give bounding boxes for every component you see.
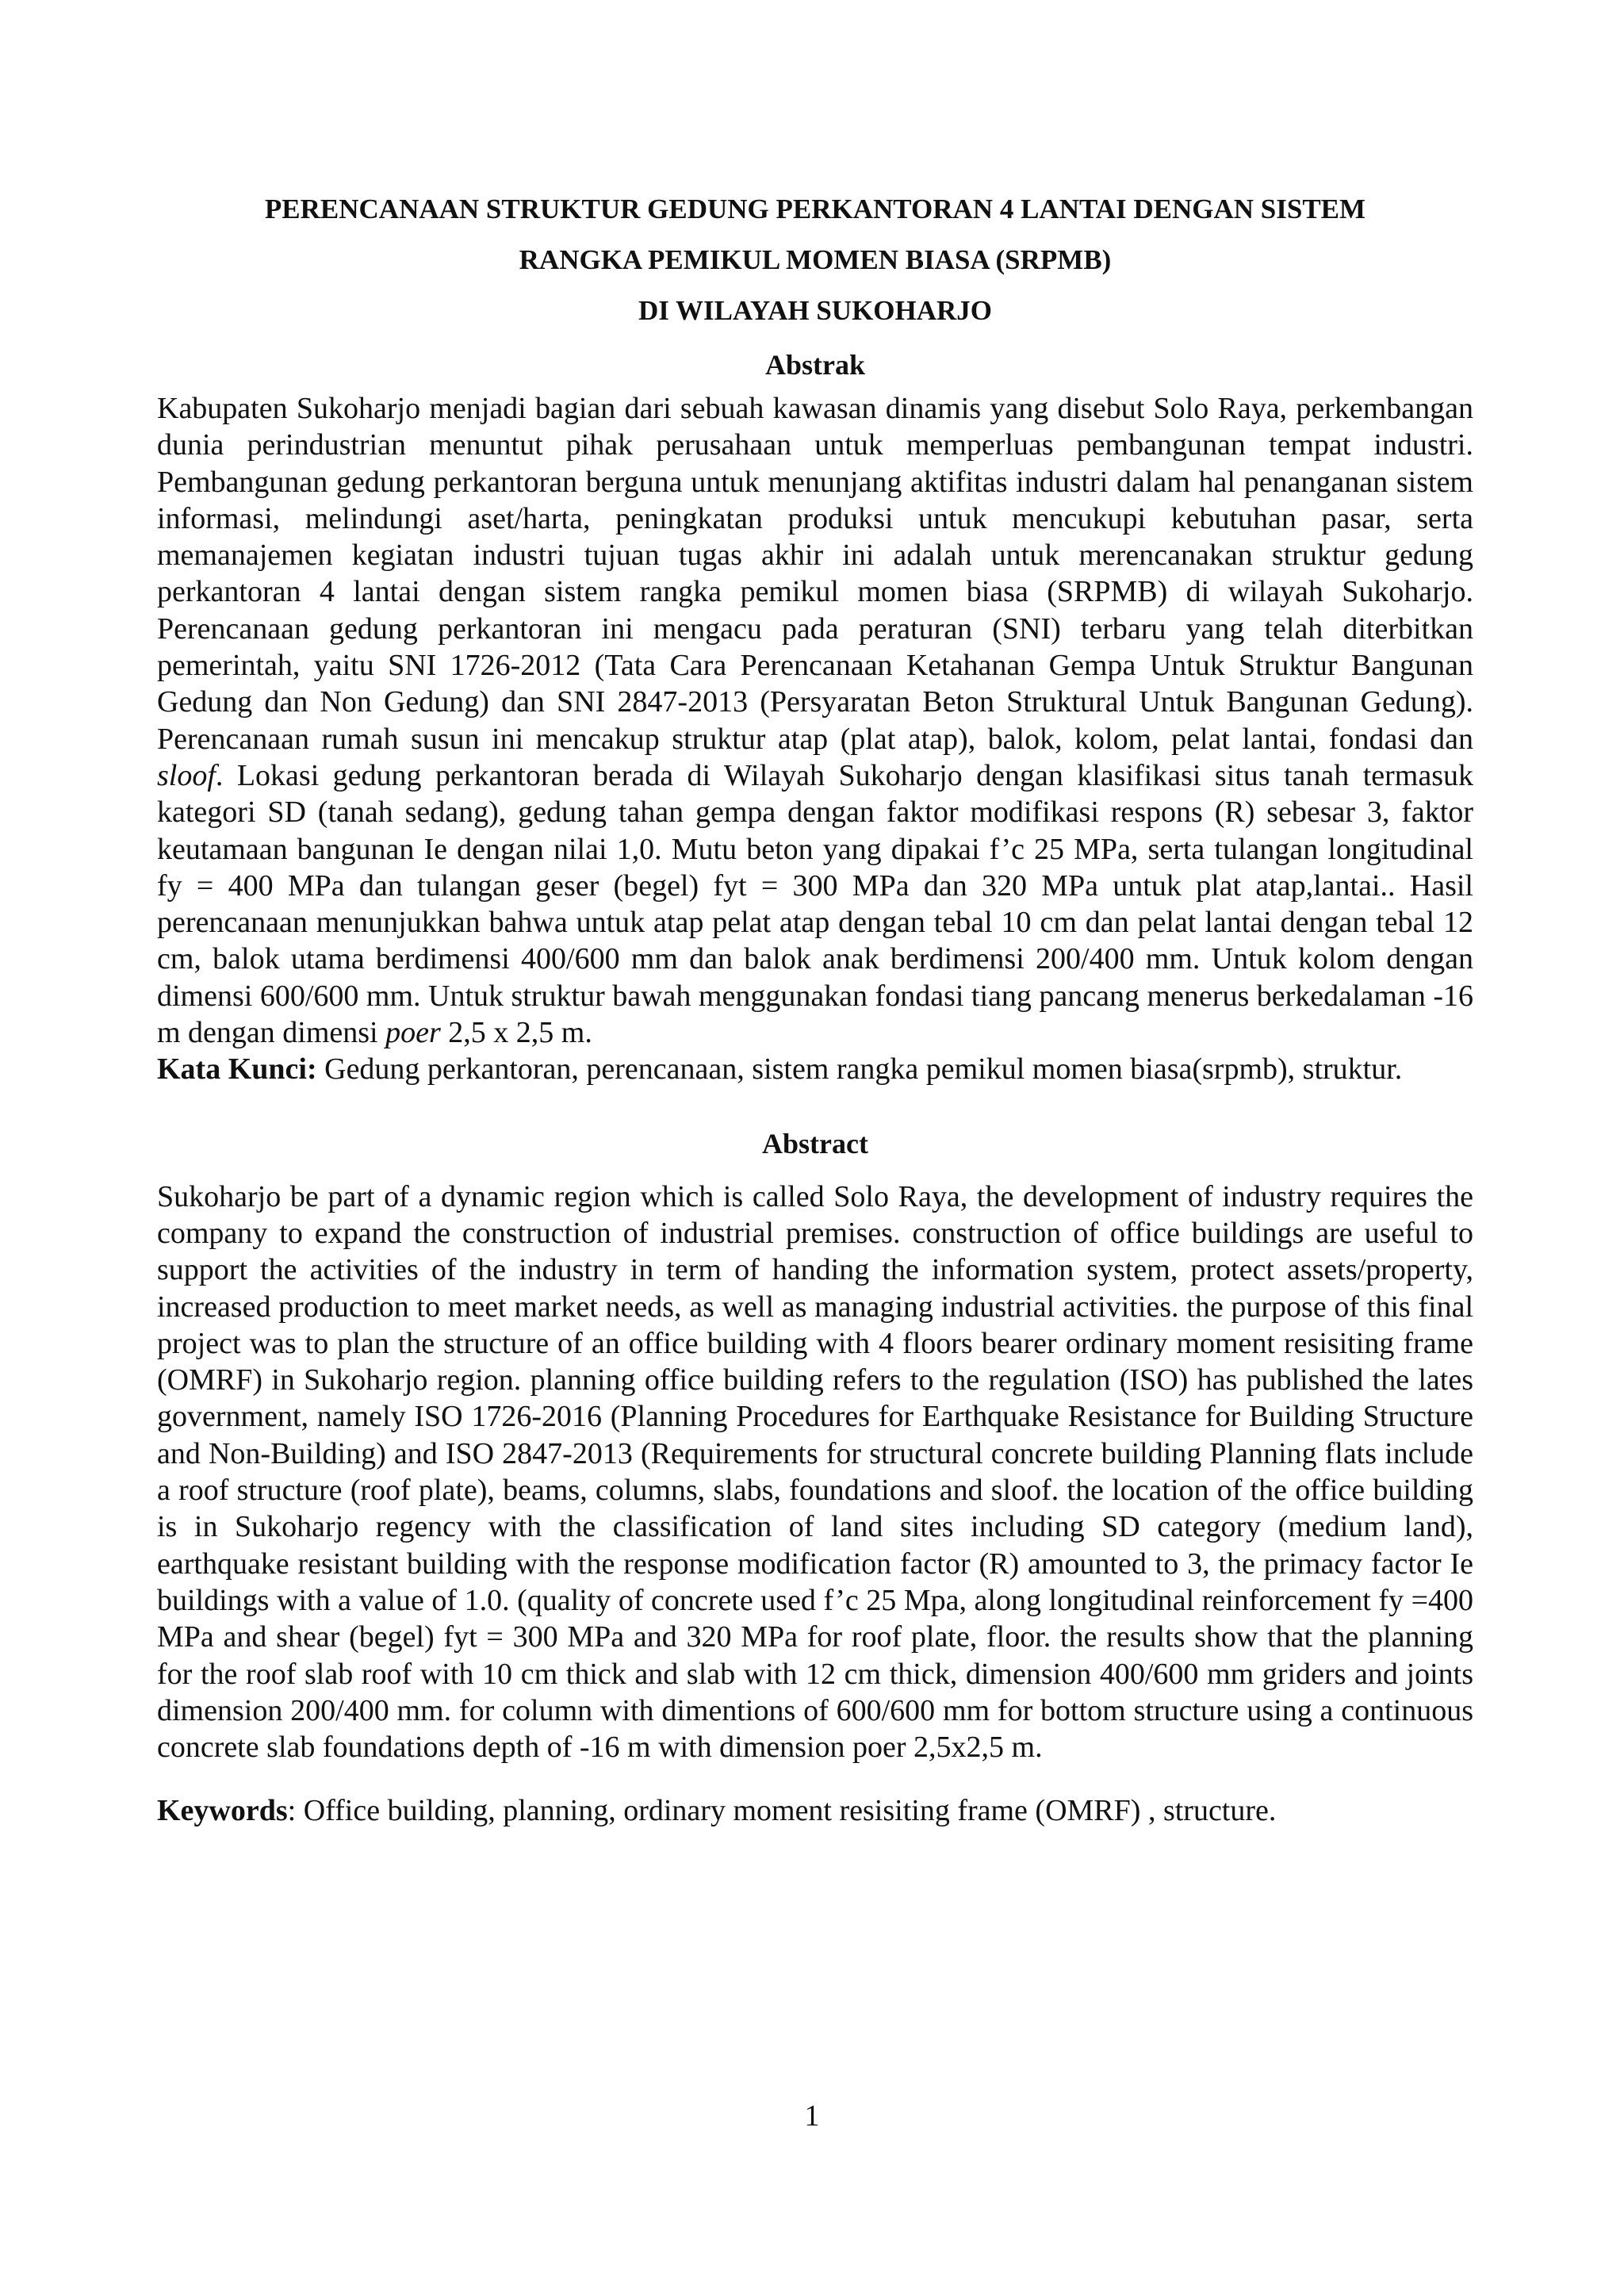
kata-kunci-text: Gedung perkantoran, perencanaan, sistem rangka pemikul momen biasa(srpmb), struktur. bbox=[316, 1052, 1403, 1087]
title-line-1: PERENCANAAN STRUKTUR GEDUNG PERKANTORAN 4 LANTAI DENGAN SISTEM bbox=[264, 194, 1366, 224]
document-page bbox=[157, 184, 1473, 1830]
abstrak-text-part-2: . Lokasi gedung perkantoran berada di Wilayah Sukoharjo dengan klasifikasi situs tanah termasuk kategori SD (tanah sedang), gedung tahan gempa dengan faktor modifikasi respons (R) sebesar 3, faktor keutamaan bangunan Ie dengan nilai 1,0. Mutu beton yang dipakai f’c 25 MPa, serta tulangan longitudinal fy = 400 MPa dan tulangan geser (begel) fyt = 300 MPa dan 320 MPa untuk plat atap,lantai.. Hasil perencanaan menunjukkan bahwa untuk atap pelat atap dengan tebal 10 cm dan pelat lantai dengan tebal 12 cm, balok utama berdimensi 400/600 mm dan balok anak berdimensi 200/400 mm. Untuk kolom dengan dimensi 600/600 mm. Untuk struktur bawah menggunakan fondasi tiang pancang menerus berkedalaman -16 m dengan dimensi bbox=[157, 758, 1473, 1050]
abstrak-poer-term: poer bbox=[385, 1016, 441, 1050]
title-line-3: DI WILAYAH SUKOHARJO bbox=[638, 295, 993, 326]
abstrak-text-part-3: 2,5 x 2,5 m. bbox=[440, 1016, 592, 1050]
keywords-text: : Office building, planning, ordinary moment resisiting frame (OMRF) , structure. bbox=[287, 1794, 1277, 1828]
abstrak-sloof-term: sloof bbox=[157, 758, 216, 792]
kata-kunci-label: Kata Kunci: bbox=[157, 1052, 317, 1087]
abstrak-heading: Abstrak bbox=[764, 349, 866, 381]
page-number: 1 bbox=[804, 2099, 820, 2133]
abstrak-text-part-1: Kabupaten Sukoharjo menjadi bagian dari sebuah kawasan dinamis yang disebut Solo Raya, perkembangan dunia perindustrian menuntut pihak perusahaan untuk memperluas pembangunan tempat industri. Pembangunan gedung perkantoran berguna untuk menunjang aktifitas industri dalam hal penanganan sistem informasi, melindungi aset/harta, peningkatan produksi untuk mencukupi kebutuhan pasar, serta memanajemen kegiatan industri tujuan tugas akhir ini adalah untuk merencanakan struktur gedung perkantoran 4 lantai dengan sistem rangka pemikul momen biasa (SRPMB) di wilayah Sukoharjo. Perencanaan gedung perkantoran ini mengacu pada peraturan (SNI) terbaru yang telah diterbitkan pemerintah, yaitu SNI 1726-2012 (Tata Cara Perencanaan Ketahanan Gempa Untuk Struktur Bangunan Gedung dan Non Gedung) dan SNI 2847-2013 (Persyaratan Beton Struktural Untuk Bangunan Gedung). Perencanaan rumah susun ini mencakup struktur atap (plat atap), balok, kolom, pelat lantai, fondasi dan bbox=[157, 392, 1473, 756]
keywords-line bbox=[157, 1792, 1473, 1829]
title-line-2: RANGKA PEMIKUL MOMEN BIASA (SRPMB) bbox=[519, 244, 1112, 275]
abstract-heading: Abstract bbox=[762, 1127, 868, 1159]
paper-title bbox=[157, 184, 1473, 336]
abstrak-body bbox=[157, 390, 1473, 1088]
abstract-body: Sukoharjo be part of a dynamic region which is called Solo Raya, the development of industry requires the company to expand the construction of industrial premises. construction of office buildings are useful to support the activities of the industry in term of handing the information system, protect assets/property, increased production to meet market needs, as well as managing industrial activities. the purpose of this final project was to plan the structure of an office building with 4 floors bearer ordinary moment resisiting frame (OMRF) in Sukoharjo region. planning office building refers to the regulation (ISO) has published the lates government, namely ISO 1726-2016 (Planning Procedures for Earthquake Resistance for Building Structure and Non-Building) and ISO 2847-2013 (Requirements for structural concrete building Planning flats include a roof structure (roof plate), beams, columns, slabs, foundations and sloof. the location of the office building is in Sukoharjo regency with the classification of land sites including SD category (medium land), earthquake resistant building with the response modification factor (R) amounted to 3, the primacy factor Ie buildings with a value of 1.0. (quality of concrete used f’c 25 Mpa, along longitudinal reinforcement fy =400 MPa and shear (begel) fyt = 300 MPa and 320 MPa for roof plate, floor. the results show that the planning for the roof slab roof with 10 cm thick and slab with 12 cm thick, dimension 400/600 mm griders and joints dimension 200/400 mm. for column with dimentions of 600/600 mm for bottom structure using a continuous concrete slab foundations depth of -16 m with dimension poer 2,5x2,5 m. bbox=[157, 1179, 1473, 1765]
keywords-label: Keywords bbox=[157, 1794, 288, 1828]
